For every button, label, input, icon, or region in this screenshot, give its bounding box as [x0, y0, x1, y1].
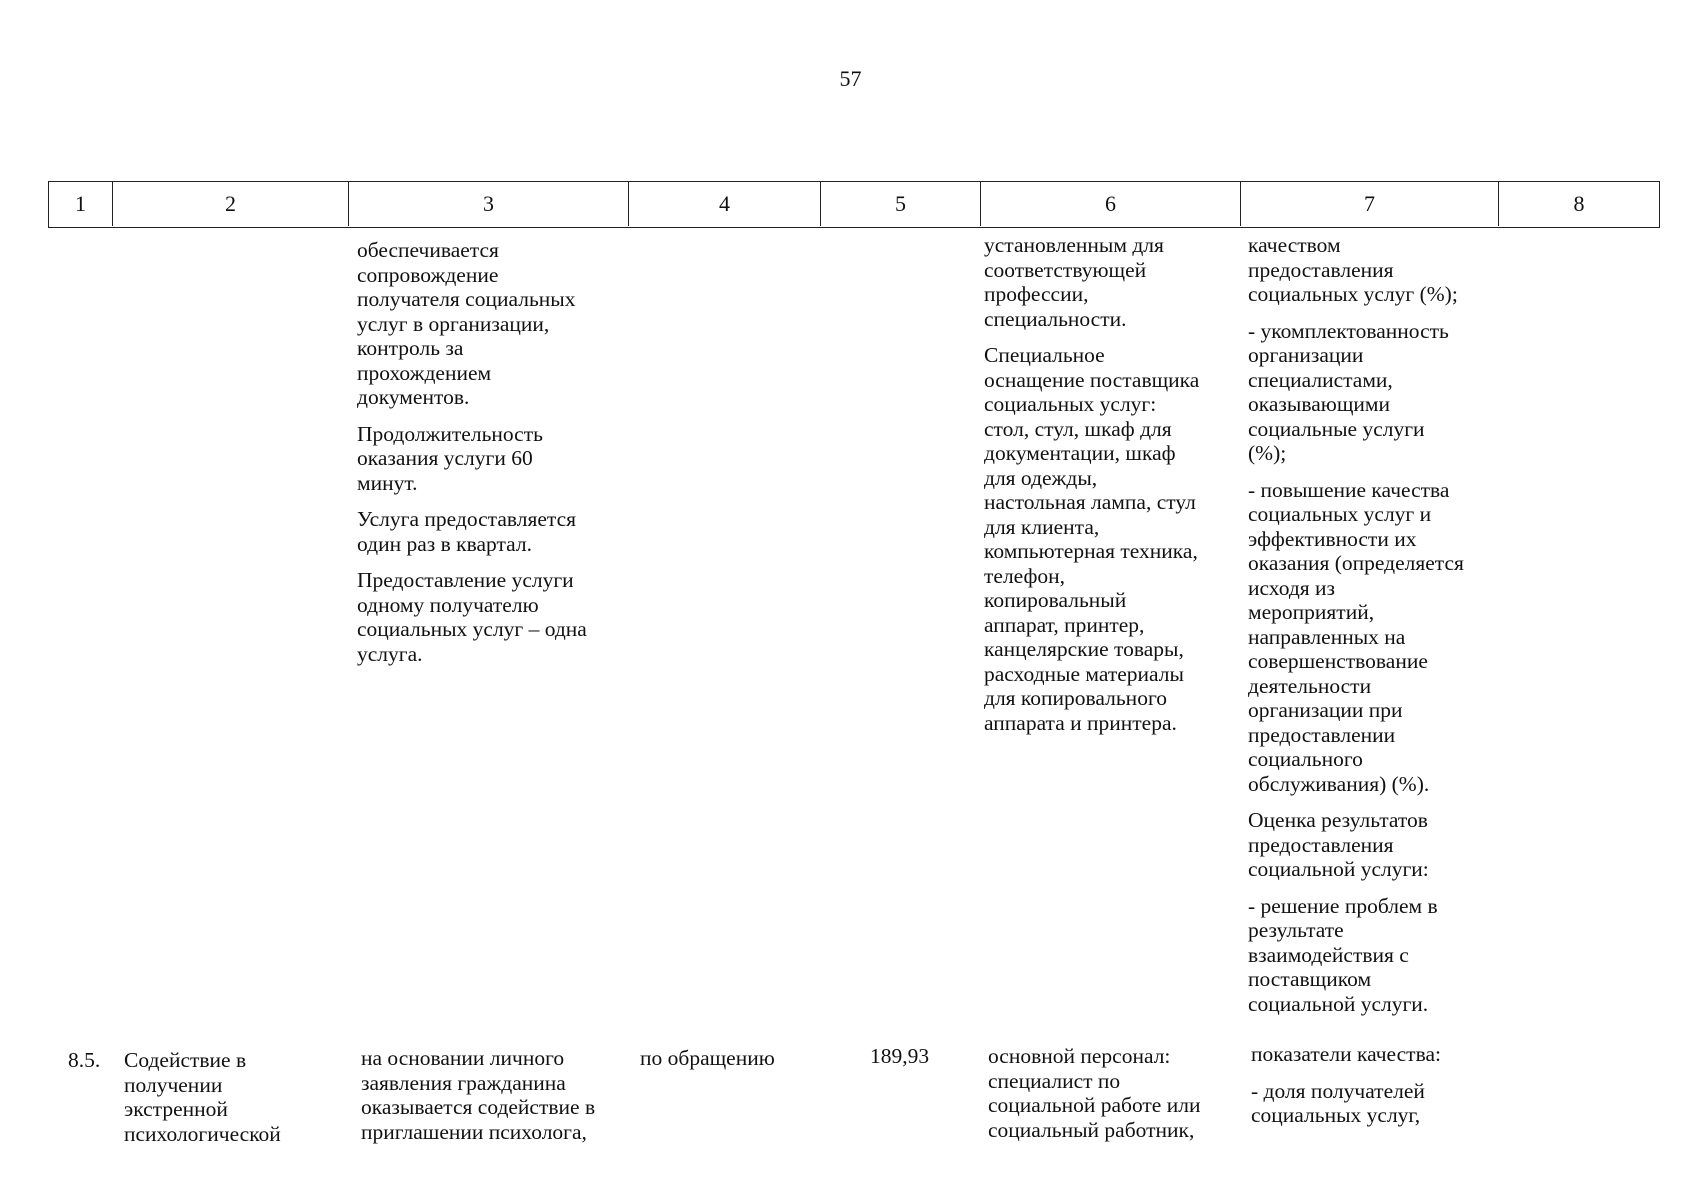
continuation-col6: [984, 233, 1238, 747]
col7-paragraph: качеством предоставления социальных услуг (%);: [1248, 233, 1458, 306]
col7-paragraph: - решение проблем в результате взаимодействия с поставщиком социальной услуги.: [1248, 893, 1438, 1016]
col3-paragraph: обеспечивается сопровождение получателя социальных услуг в организации, контроль за прохождением документов.: [357, 238, 576, 409]
row-8-5-number: 8.5.: [68, 1048, 101, 1072]
quality-paragraph: показатели качества:: [1251, 1042, 1441, 1066]
header-col-4: 4: [629, 182, 821, 226]
quality-paragraph: - доля получателей социальных услуг,: [1251, 1078, 1425, 1127]
row-8-5-description: на основании личного заявления гражданина оказывается содействие в приглашении психолога,: [361, 1046, 596, 1144]
col3-paragraph: Продолжительность оказания услуги 60 минут.: [357, 421, 543, 495]
header-col-3: 3: [349, 182, 629, 226]
col7-paragraph: Оценка результатов предоставления социальной услуги:: [1248, 808, 1429, 881]
row-8-5-quality: [1251, 1042, 1506, 1140]
header-col-8: 8: [1573, 191, 1585, 216]
header-col-1: 1: [49, 182, 113, 226]
header-col-5: 5: [821, 182, 981, 226]
header-col-6: 6: [981, 182, 1241, 226]
col3-paragraph: Предоставление услуги одному получателю социальных услуг – одна услуга.: [357, 568, 587, 666]
header-col-7: 7: [1241, 182, 1499, 226]
row-8-5-staff: основной персонал: специалист по социальной работе или социальный работник,: [988, 1044, 1201, 1142]
header-col-2: 2: [113, 182, 349, 226]
row-8-5-service-name: Содействие в получении экстренной психологической: [124, 1048, 281, 1146]
continuation-col7: [1248, 233, 1503, 1028]
col6-paragraph: Специальное оснащение поставщика социальных услуг: стол, стул, шкаф для документации, шкаф для одежды, настольная лампа, стул для клиента, компьютерная техника, телефон, копировальный аппарат, принтер, канцелярские товары, расходные материалы для копировального аппарата и принтера.: [984, 343, 1200, 735]
table-header-row: [48, 181, 1660, 228]
continuation-col3: [357, 238, 637, 678]
col6-paragraph: установленным для соответствующей профессии, специальности.: [984, 233, 1164, 331]
col3-paragraph: Услуга предоставляется один раз в квартал.: [357, 507, 576, 556]
row-8-5-tariff: 189,93: [870, 1044, 930, 1068]
col7-paragraph: - повышение качества социальных услуг и эффективности их оказания (определяется исходя из мероприятий, направленных на совершенствование деятельности организации при предоставлении социального обслуживания) (%).: [1248, 477, 1464, 796]
col7-paragraph: - укомплектованность организации специалистами, оказывающими социальные услуги (%);: [1248, 318, 1449, 465]
page-number: 57: [839, 66, 862, 91]
row-8-5-periodicity: по обращению: [640, 1046, 775, 1070]
